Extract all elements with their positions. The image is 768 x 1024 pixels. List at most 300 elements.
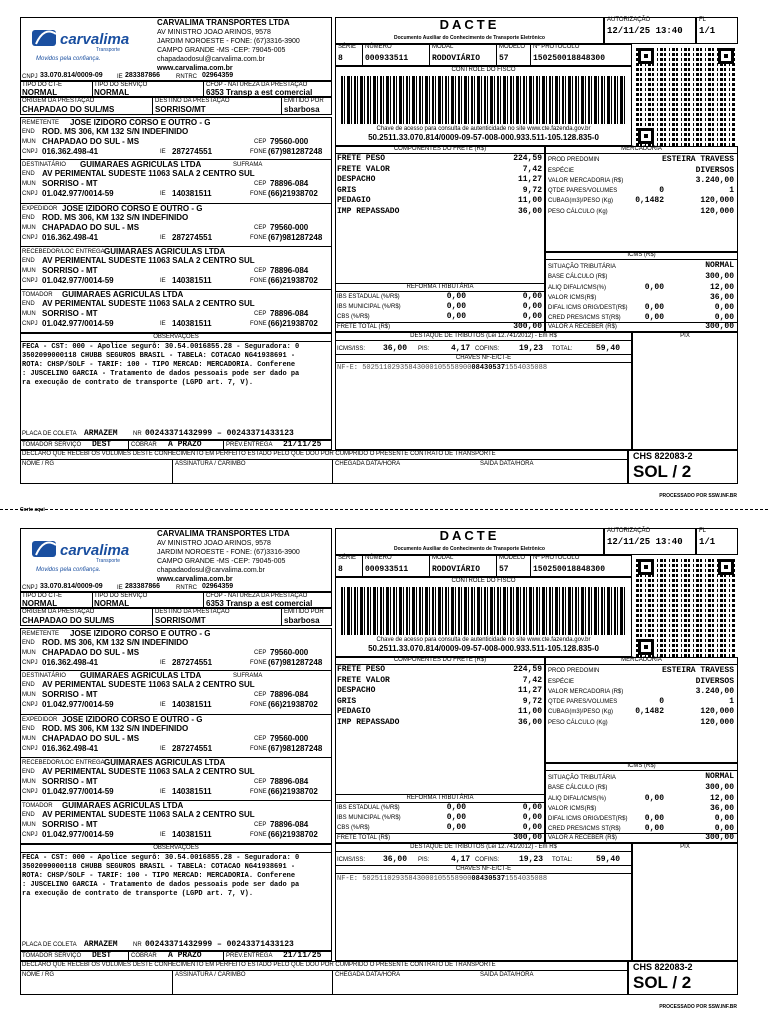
tipo-cte-value: NORMAL (22, 599, 58, 608)
tipo-serv-label: TIPO DO SERVIÇO (94, 82, 148, 88)
party-cnpj: 01.042.977/0014-59 (42, 319, 114, 328)
icms-header: ICMS (R$) (627, 252, 656, 258)
valor-merc-value: 3.240,00 (695, 687, 734, 696)
receber-value: 300,00 (705, 833, 734, 842)
obs-line-3: ROTA: CHSP/SOLF - TARIF: 100 - TIPO MERCAD: MERCADORIA. Conferene (22, 361, 296, 369)
dacte-subtitle: Documento Auxiliar do Conhecimento de Transporte Eletrônico (394, 546, 545, 552)
end-label: END (22, 215, 35, 221)
processado-label: PROCESSADO POR SSW.INF.BR (659, 493, 737, 499)
fone-label: FONE (250, 278, 267, 284)
emitido-value: sbarbosa (284, 105, 320, 114)
frete-item-label: IMP REPASSADO (337, 717, 400, 727)
party-ie: 287274551 (172, 233, 213, 242)
chaves-label: CHAVES NF-E/CT-E (455, 355, 512, 361)
fone-label: FONE (250, 191, 267, 197)
party-city: CHAPADAO DO SUL - MS (42, 223, 140, 232)
destino-value: SORRISO/MT (155, 105, 206, 114)
party-cnpj: 01.042.977/0014-59 (42, 830, 114, 839)
chegada-label: CHEGADA DATA/HORA (335, 461, 401, 467)
mun-label: MUN (22, 268, 36, 274)
party-address: AV PERIMENTAL SUDESTE 11063 SALA 2 CENTRO SUL (42, 256, 255, 265)
suframa-label: SUFRAMA (233, 162, 263, 168)
saida-label: SAÍDA DATA/HORA (480, 972, 534, 978)
party-ie: 140381511 (172, 787, 212, 796)
party-address: ROD. MS 306, KM 132 S/N INDEFINIDO (42, 724, 189, 733)
chegada-label: CHEGADA DATA/HORA (335, 972, 401, 978)
mun-label: MUN (22, 311, 36, 317)
fl-label: FL (699, 528, 707, 534)
mun-label: MUN (22, 779, 36, 785)
party-label: RECEBEDOR/LOC ENTREGA (22, 760, 105, 766)
party-address: AV PERIMENTAL SUDESTE 11063 SALA 2 CENTRO SUL (42, 299, 255, 308)
company-city: CAMPO GRANDE -MS -CEP: 79045-005 (157, 558, 286, 565)
prev-label: PREV.ENTREGA (226, 442, 273, 448)
cofins-value: 19,23 (519, 344, 544, 353)
icms-header: ICMS (R$) (627, 763, 656, 769)
barcode (341, 587, 626, 635)
party-cep: 78896-084 (270, 266, 309, 275)
tipo-cte-label: TIPO DO CT-E (22, 593, 63, 599)
cobrar-label: COBRAR (131, 953, 157, 959)
cred-label: CRED PRES/ICMS ST(R$) (548, 315, 621, 321)
protocolo-label: Nº PROTOCOLO (533, 44, 580, 50)
cbs-label: CBS (%/R$) (337, 825, 370, 831)
dacte-title: DACTE (439, 17, 500, 32)
party-fone: (66)21938702 (268, 787, 318, 796)
declaro-text: DECLARO QUE RECEBI OS VOLUMES DESTE CONHECIMENTO EM PERFEITO ESTADO PELO QUE DOU POR CUMPRIDO O PRESENTE CONTRATO DE TRANSPORTE (22, 451, 496, 457)
svg-text:Movidos pela confiança.: Movidos pela confiança. (36, 56, 101, 62)
party-name: JOSE IZIDORO CORSO E OUTRO - G (62, 204, 203, 213)
cred-pres: 0,00 (644, 313, 664, 322)
pix-label: PIX (680, 844, 690, 850)
company-ie-label: IE (117, 74, 123, 80)
pix-label: PIX (680, 333, 690, 339)
valor-merc-label: VALOR MERCADORIA (R$) (548, 178, 624, 184)
party-cep: 79560-000 (270, 137, 309, 146)
aliq-label: ALIQ DIFAL/ICMS(%) (548, 285, 607, 291)
party-ie: 140381511 (172, 830, 212, 839)
difal-label: DIFAL ICMS ORIG/DEST(R$) (548, 816, 628, 822)
cofins-value: 19,23 (519, 855, 544, 864)
fone-label: FONE (250, 321, 267, 327)
cnpj-label: CNPJ (22, 789, 38, 795)
receber-label: VALOR A RECEBER (R$) (548, 324, 617, 330)
end-label: END (22, 682, 35, 688)
cep-label: CEP (254, 225, 267, 231)
party-label: REMETENTE (22, 120, 60, 126)
cofins-label: COFINS: (475, 857, 500, 863)
qtde-label: QTDE PARES/VOLUMES (548, 188, 618, 194)
valor-icms-value: 36,00 (709, 293, 734, 302)
obs-line-5: ra execução de contrato de transporte (LGPD art. 7, V). (22, 890, 254, 898)
frete-item-value: 7,42 (522, 164, 542, 174)
party-address: ROD. MS 306, KM 132 S/N INDEFINIDO (42, 213, 189, 222)
prod-value: ESTEIRA TRAVESS (661, 155, 734, 164)
party-fone: (66)21938702 (268, 830, 318, 839)
situacao-value: NORMAL (705, 261, 734, 270)
party-ie: 140381511 (172, 276, 212, 285)
prev-value: 21/11/25 (283, 440, 322, 449)
sol-value: SOL / 2 (633, 973, 692, 992)
company-city: CAMPO GRANDE -MS -CEP: 79045-005 (157, 47, 286, 54)
reforma-header: REFORMA TRIBUTÁRIA (406, 284, 474, 290)
protocolo-value: 150250018848300 (533, 54, 606, 63)
ibs-mun-val: 0,00 (522, 302, 542, 311)
ibs-mun-label: IBS MUNICIPAL (%/R$) (337, 304, 401, 310)
icmsiss-value: 36,00 (383, 855, 408, 864)
company-email: chapadaodosul@carvalima.com.br (157, 567, 265, 574)
end-label: END (22, 129, 35, 135)
processado-label: PROCESSADO POR SSW.INF.BR (659, 1004, 737, 1010)
party-cep: 79560-000 (270, 648, 309, 657)
party-cep: 78896-084 (270, 179, 309, 188)
svg-text:Transporte: Transporte (96, 47, 120, 53)
aliq-icms: 12,00 (709, 794, 734, 803)
cep-label: CEP (254, 311, 267, 317)
party-name: GUIMARAES AGRICULAS LTDA (80, 671, 202, 680)
saida-label: SAÍDA DATA/HORA (480, 461, 534, 467)
party-fone: (66)21938702 (268, 700, 318, 709)
base-label: BASE CÁLCULO (R$) (548, 785, 608, 791)
party-cnpj: 016.362.498-41 (42, 744, 99, 753)
svg-text:carvalima: carvalima (60, 31, 130, 48)
ie-label: IE (160, 702, 166, 708)
party-fone: (67)981287248 (268, 147, 323, 156)
cnpj-label: CNPJ (22, 278, 38, 284)
ie-label: IE (160, 149, 166, 155)
fone-label: FONE (250, 746, 267, 752)
modal-label: MODAL (432, 44, 454, 50)
serie-label: SÉRIE (338, 555, 357, 561)
obs-line-3: ROTA: CHSP/SOLF - TARIF: 100 - TIPO MERCAD: MERCADORIA. Conferene (22, 872, 296, 880)
party-name: GUIMARAES AGRICULAS LTDA (80, 160, 202, 169)
autorizacao-label: AUTORIZAÇÃO (607, 528, 651, 534)
origem-value: CHAPADAO DO SUL/MS (22, 105, 115, 114)
company-site: www.carvalima.com.br (157, 576, 233, 583)
fone-label: FONE (250, 702, 267, 708)
cbs-label: CBS (%/R$) (337, 314, 370, 320)
numero-label: NÚMERO (365, 44, 392, 50)
company-email: chapadaodosul@carvalima.com.br (157, 56, 265, 63)
party-cep: 78896-084 (270, 777, 309, 786)
party-fone: (66)21938702 (268, 319, 318, 328)
party-city: SORRISO - MT (42, 690, 98, 699)
serie-value: 8 (338, 54, 343, 63)
base-value: 300,00 (705, 783, 734, 792)
party-fone: (67)981287248 (268, 233, 323, 242)
cred-label: CRED PRES/ICMS ST(R$) (548, 826, 621, 832)
modelo-label: MODELO (499, 44, 526, 50)
party-label: EXPEDIDOR (22, 206, 58, 212)
dacte-subtitle: Documento Auxiliar do Conhecimento de Transporte Eletrônico (394, 35, 545, 41)
placa-label: PLACA DE COLETA (22, 431, 77, 437)
chave-label: Chave de acesso para consulta de autenticidade no site www.cte.fazenda.gov.br (376, 126, 591, 132)
frete-item-label: DESPACHO (337, 686, 376, 695)
mun-label: MUN (22, 139, 36, 145)
party-address: AV PERIMENTAL SUDESTE 11063 SALA 2 CENTRO SUL (42, 810, 255, 819)
party-city: CHAPADAO DO SUL - MS (42, 734, 140, 743)
placa-value: ARMAZEM (84, 429, 118, 438)
destino-label: DESTINO DA PRESTAÇÃO (155, 98, 230, 104)
tipo-cte-label: TIPO DO CT-E (22, 82, 63, 88)
dacte-title: DACTE (439, 528, 500, 543)
qtde-vol: 1 (729, 697, 734, 706)
nome-label: NOME / RG (22, 461, 55, 467)
difal-orig: 0,00 (644, 814, 664, 823)
company-site: www.carvalima.com.br (157, 65, 233, 72)
cnpj-label: CNPJ (22, 702, 38, 708)
obs-line-1: FECA - CST: 000 - Apolice segurô: 30.54.0016855.28 - Seguradora: 0 (22, 854, 300, 862)
mun-label: MUN (22, 650, 36, 656)
party-name: JOSE IZIDORO CORSO E OUTRO - G (70, 629, 211, 638)
peso-calc-label: PESO CÁLCULO (Kg) (548, 720, 608, 726)
party-cep: 79560-000 (270, 734, 309, 743)
cep-label: CEP (254, 736, 267, 742)
situacao-value: NORMAL (705, 772, 734, 781)
party-label: REMETENTE (22, 631, 60, 637)
qr-code (636, 557, 736, 657)
pix-box (632, 843, 738, 961)
party-city: SORRISO - MT (42, 820, 98, 829)
nfe-key: NF-E: 50251102935843000105558900084305371554035088 (337, 364, 548, 372)
party-cep: 78896-084 (270, 820, 309, 829)
ibs-mun-pct: 0,00 (446, 813, 466, 822)
ibs-est-val: 0,00 (522, 292, 542, 301)
party-name: JOSE IZIDORO CORSO E OUTRO - G (62, 715, 203, 724)
party-label: DESTINATÁRIO (22, 673, 66, 679)
serie-label: SÉRIE (338, 44, 357, 50)
ie-label: IE (160, 660, 166, 666)
reforma-header: REFORMA TRIBUTÁRIA (406, 795, 474, 801)
tipo-serv-label: TIPO DO SERVIÇO (94, 593, 148, 599)
cobrar-label: COBRAR (131, 442, 157, 448)
cfop-value: 6353 Transp a est comercial (206, 88, 313, 97)
end-label: END (22, 812, 35, 818)
numero-value: 000933511 (365, 565, 409, 574)
company-rntrc: 02964359 (202, 72, 234, 79)
frete-item-label: PEDAGIO (337, 196, 371, 205)
placa-value: ARMAZEM (84, 940, 118, 949)
cep-label: CEP (254, 268, 267, 274)
carvalima-logo (30, 24, 142, 64)
icms-st: 0,00 (714, 313, 734, 322)
party-name: JOSE IZIDORO CORSO E OUTRO - G (70, 118, 211, 127)
ie-label: IE (160, 321, 166, 327)
frete-item-label: GRIS (337, 696, 357, 706)
tributos-header: DESTAQUE DE TRIBUTOS (Lei 12.741/2012) - Em R$ (410, 844, 557, 850)
company-rntrc: 02964359 (202, 583, 234, 590)
company-district: JARDIM NOROESTE - FONE: (67)3316-3900 (157, 549, 300, 556)
ie-label: IE (160, 191, 166, 197)
prev-value: 21/11/25 (283, 951, 322, 960)
party-name: GUIMARAES AGRICULAS LTDA (104, 247, 226, 256)
tipo-serv-value: NORMAL (94, 88, 130, 97)
peso-value: 120,000 (700, 707, 734, 716)
party-label: TOMADOR (22, 292, 53, 298)
frete-item-value: 9,72 (522, 696, 542, 706)
modelo-label: MODELO (499, 555, 526, 561)
qtde-pares: 0 (659, 697, 664, 706)
chs-value: CHS 822083-2 (633, 962, 693, 972)
mercadoria-header: MERCADORIA (621, 657, 662, 663)
numero-value: 000933511 (365, 54, 409, 63)
suframa-label: SUFRAMA (233, 673, 263, 679)
company-district: JARDIM NOROESTE - FONE: (67)3316-3900 (157, 38, 300, 45)
frete-item-value: 11,27 (517, 686, 542, 695)
cubagem-label: CUBAG(m3)/PESO (Kg) (548, 198, 614, 204)
party-ie: 140381511 (172, 189, 212, 198)
end-label: END (22, 640, 35, 646)
especie-label: ESPÉCIE (548, 168, 575, 174)
peso-calc-label: PESO CÁLCULO (Kg) (548, 209, 608, 215)
ibs-mun-val: 0,00 (522, 813, 542, 822)
company-rntrc-label: RNTRC (176, 585, 197, 591)
frete-item-value: 224,59 (513, 154, 542, 163)
frete-item-label: IMP REPASSADO (337, 206, 400, 216)
autorizacao-value: 12/11/25 13:40 (607, 537, 683, 547)
origem-label: ORIGEM DA PRESTAÇÃO (22, 98, 95, 104)
company-name: CARVALIMA TRANSPORTES LTDA (157, 18, 290, 27)
company-address: AV MINISTRO JOAO ARINOS, 9578 (157, 540, 271, 547)
serie-value: 8 (338, 565, 343, 574)
frete-total-value: 300,00 (513, 833, 542, 842)
cfop-label: CFOP - NATUREZA DA PRESTAÇÃO (206, 82, 308, 88)
tipo-serv-value: NORMAL (94, 599, 130, 608)
party-ie: 140381511 (172, 319, 212, 328)
ie-label: IE (160, 832, 166, 838)
ibs-est-label: IBS ESTADUAL (%/R$) (337, 294, 400, 300)
difal-orig: 0,00 (644, 303, 664, 312)
company-rntrc-label: RNTRC (176, 74, 197, 80)
obs-line-5: ra execução de contrato de transporte (LGPD art. 7, V). (22, 379, 254, 387)
frete-header: COMPONENTES DO FRETE (R$) (393, 146, 487, 152)
end-label: END (22, 258, 35, 264)
tipo-cte-value: NORMAL (22, 88, 58, 97)
aliq-label: ALIQ DIFAL/ICMS(%) (548, 796, 607, 802)
tributos-header: DESTAQUE DE TRIBUTOS (Lei 12.741/2012) - Em R$ (410, 333, 557, 339)
frete-total-value: 300,00 (513, 322, 542, 331)
fl-label: FL (699, 17, 707, 23)
frete-item-value: 11,00 (517, 707, 542, 716)
mun-label: MUN (22, 692, 36, 698)
party-fone: (66)21938702 (268, 189, 318, 198)
fone-label: FONE (250, 149, 267, 155)
qtde-vol: 1 (729, 186, 734, 195)
protocolo-label: Nº PROTOCOLO (533, 555, 580, 561)
obs-line-4: : JUSCELINO GARCIA - Tratamento de dados pessoais pode ser dado pa (22, 370, 300, 378)
party-address: AV PERIMENTAL SUDESTE 11063 SALA 2 CENTRO SUL (42, 680, 255, 689)
end-label: END (22, 769, 35, 775)
prod-label: PROD PREDOMIN (548, 157, 600, 163)
frete-item-value: 11,00 (517, 196, 542, 205)
party-name: GUIMARAES AGRICULAS LTDA (104, 758, 226, 767)
prev-label: PREV.ENTREGA (226, 953, 273, 959)
modal-label: MODAL (432, 555, 454, 561)
party-label: TOMADOR (22, 803, 53, 809)
party-cnpj: 016.362.498-41 (42, 147, 99, 156)
party-fone: (67)981287248 (268, 658, 323, 667)
party-name: GUIMARAES AGRICULAS LTDA (62, 801, 184, 810)
cep-label: CEP (254, 139, 267, 145)
chaves-label: CHAVES NF-E/CT-E (455, 866, 512, 872)
party-ie: 140381511 (172, 700, 212, 709)
modal-value: RODOVIÁRIO (432, 565, 481, 574)
frete-total-label: FRETE TOTAL (R$) (337, 324, 391, 330)
aliq-difal: 0,00 (644, 283, 664, 292)
cnpj-label: CNPJ (22, 235, 38, 241)
frete-item-label: FRETE PESO (337, 665, 386, 674)
difal-label: DIFAL ICMS ORIG/DEST(R$) (548, 305, 628, 311)
frete-item-value: 36,00 (517, 717, 542, 727)
ibs-est-val: 0,00 (522, 803, 542, 812)
frete-item-label: GRIS (337, 185, 357, 195)
icmsiss-value: 36,00 (383, 344, 408, 353)
barcode (341, 76, 626, 124)
cubagem-value: 0,1482 (635, 196, 664, 205)
qr-code (636, 46, 736, 146)
obs-line-2: 3502099000118 CHUBB SEGUROS BRASIL - TABELA: COTACAO NG41938691 - (22, 863, 296, 871)
ibs-est-pct: 0,00 (446, 292, 466, 301)
receber-label: VALOR A RECEBER (R$) (548, 835, 617, 841)
party-city: SORRISO - MT (42, 777, 98, 786)
fl-value: 1/1 (699, 26, 716, 36)
frete-item-label: FRETE PESO (337, 154, 386, 163)
pis-label: PIS: (418, 857, 430, 863)
numero-label: NÚMERO (365, 555, 392, 561)
frete-item-label: PEDAGIO (337, 707, 371, 716)
icmsiss-label: ICMS/ISS: (337, 857, 366, 863)
party-fone: (67)981287248 (268, 744, 323, 753)
frete-item-value: 7,42 (522, 675, 542, 685)
cobrar-value: A PRAZO (168, 440, 202, 449)
nr-value: 00243371432999 – 00243371433123 (145, 940, 294, 949)
modelo-value: 57 (499, 54, 509, 63)
company-cnpj-label: CNPJ (22, 585, 38, 591)
party-address: ROD. MS 306, KM 132 S/N INDEFINIDO (42, 638, 189, 647)
company-cnpj-label: CNPJ (22, 74, 38, 80)
cut-line (0, 509, 768, 510)
prod-label: PROD PREDOMIN (548, 668, 600, 674)
valor-icms-value: 36,00 (709, 804, 734, 813)
fone-label: FONE (250, 789, 267, 795)
party-address: AV PERIMENTAL SUDESTE 11063 SALA 2 CENTRO SUL (42, 169, 255, 178)
party-cnpj: 016.362.498-41 (42, 658, 99, 667)
cbs-val: 0,00 (522, 823, 542, 832)
cred-pres: 0,00 (644, 824, 664, 833)
controle-label: CONTROLE DO FISCO (451, 67, 516, 73)
frete-item-label: DESPACHO (337, 175, 376, 184)
party-cnpj: 01.042.977/0014-59 (42, 787, 114, 796)
end-label: END (22, 301, 35, 307)
mun-label: MUN (22, 225, 36, 231)
frete-total-label: FRETE TOTAL (R$) (337, 835, 391, 841)
tom-serv-label: TOMADOR SERVIÇO (22, 442, 82, 448)
emitido-value: sbarbosa (284, 616, 320, 625)
difal-dest: 0,00 (714, 814, 734, 823)
party-cep: 79560-000 (270, 223, 309, 232)
cofins-label: COFINS: (475, 346, 500, 352)
party-cnpj: 01.042.977/0014-59 (42, 276, 114, 285)
placa-label: PLACA DE COLETA (22, 942, 77, 948)
cep-label: CEP (254, 181, 267, 187)
party-city: SORRISO - MT (42, 179, 98, 188)
party-fone: (66)21938702 (268, 276, 318, 285)
valor-icms-label: VALOR ICMS(R$) (548, 295, 597, 301)
destino-label: DESTINO DA PRESTAÇÃO (155, 609, 230, 615)
obs-line-2: 3502099000118 CHUBB SEGUROS BRASIL - TABELA: COTACAO NG41938691 - (22, 352, 296, 360)
declaro-text: DECLARO QUE RECEBI OS VOLUMES DESTE CONHECIMENTO EM PERFEITO ESTADO PELO QUE DOU POR CUMPRIDO O PRESENTE CONTRATO DE TRANSPORTE (22, 962, 496, 968)
pis-value: 4,17 (451, 855, 471, 864)
